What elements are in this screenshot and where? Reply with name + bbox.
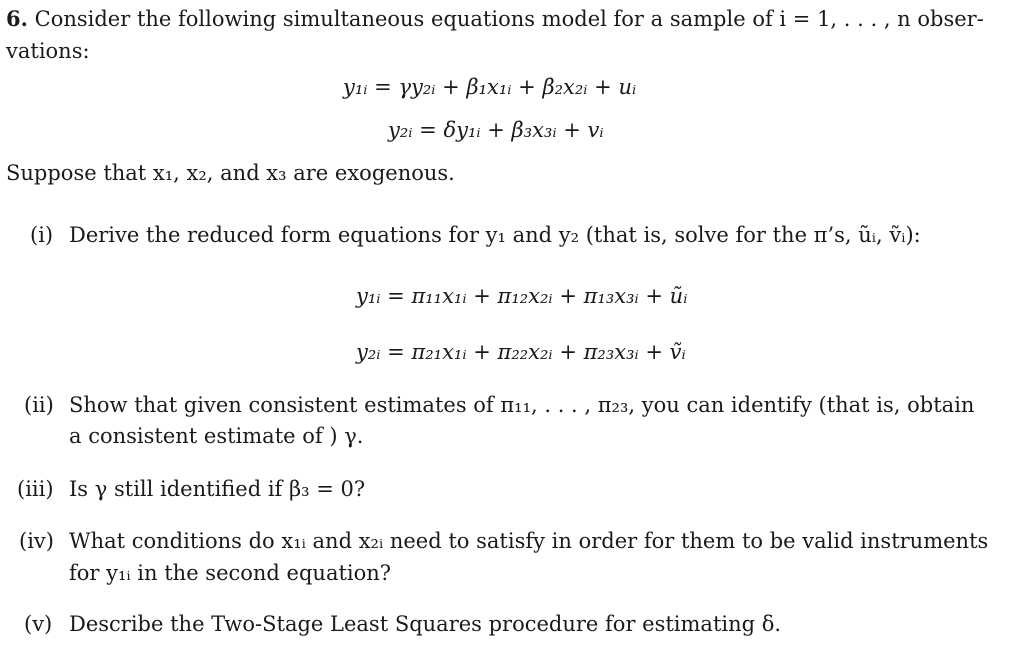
question-intro-text: Consider the following simultaneous equations model for a sample of i = 1, . . . , n obser-	[34, 7, 984, 31]
part-iii-text: Is γ still identified if β₃ = 0?	[69, 477, 366, 501]
part-iv-label: (iv)	[19, 529, 54, 553]
part-iv-text-line2: for y₁ᵢ in the second equation?	[69, 561, 392, 585]
exogeneity-statement: Suppose that x₁, x₂, and x₃ are exogenous.	[6, 161, 455, 185]
part-iii-label: (iii)	[17, 477, 54, 501]
reduced-form-equation-2: y₂ᵢ = π₂₁x₁ᵢ + π₂₂x₂ᵢ + π₂₃x₃ᵢ + ṽᵢ	[356, 340, 686, 364]
part-i-text: Derive the reduced form equations for y₁ and y₂ (that is, solve for the π’s, ũᵢ, ṽᵢ):	[69, 223, 921, 247]
part-v-text: Describe the Two-Stage Least Squares procedure for estimating δ.	[69, 612, 782, 636]
part-v-label: (v)	[24, 612, 53, 636]
structural-equation-2: y₂ᵢ = δy₁ᵢ + β₃x₃ᵢ + vᵢ	[388, 118, 604, 142]
question-number: 6.	[6, 6, 28, 31]
structural-equation-1: y₁ᵢ = γy₂ᵢ + β₁x₁ᵢ + β₂x₂ᵢ + uᵢ	[343, 75, 637, 99]
part-ii-label: (ii)	[24, 393, 54, 417]
part-iv-text-line1: What conditions do x₁ᵢ and x₂ᵢ need to satisfy in order for them to be valid instruments	[69, 529, 989, 553]
question-intro-line2: vations:	[6, 39, 90, 63]
question-intro-line1	[6, 6, 984, 32]
part-i-label: (i)	[30, 223, 54, 247]
reduced-form-equation-1: y₁ᵢ = π₁₁x₁ᵢ + π₁₂x₂ᵢ + π₁₃x₃ᵢ + ũᵢ	[356, 284, 688, 308]
part-ii-text-line1: Show that given consistent estimates of π₁₁, . . . , π₂₃, you can identify (that is, obtain	[69, 393, 975, 417]
part-ii-text-line2: a consistent estimate of ) γ.	[69, 424, 364, 448]
